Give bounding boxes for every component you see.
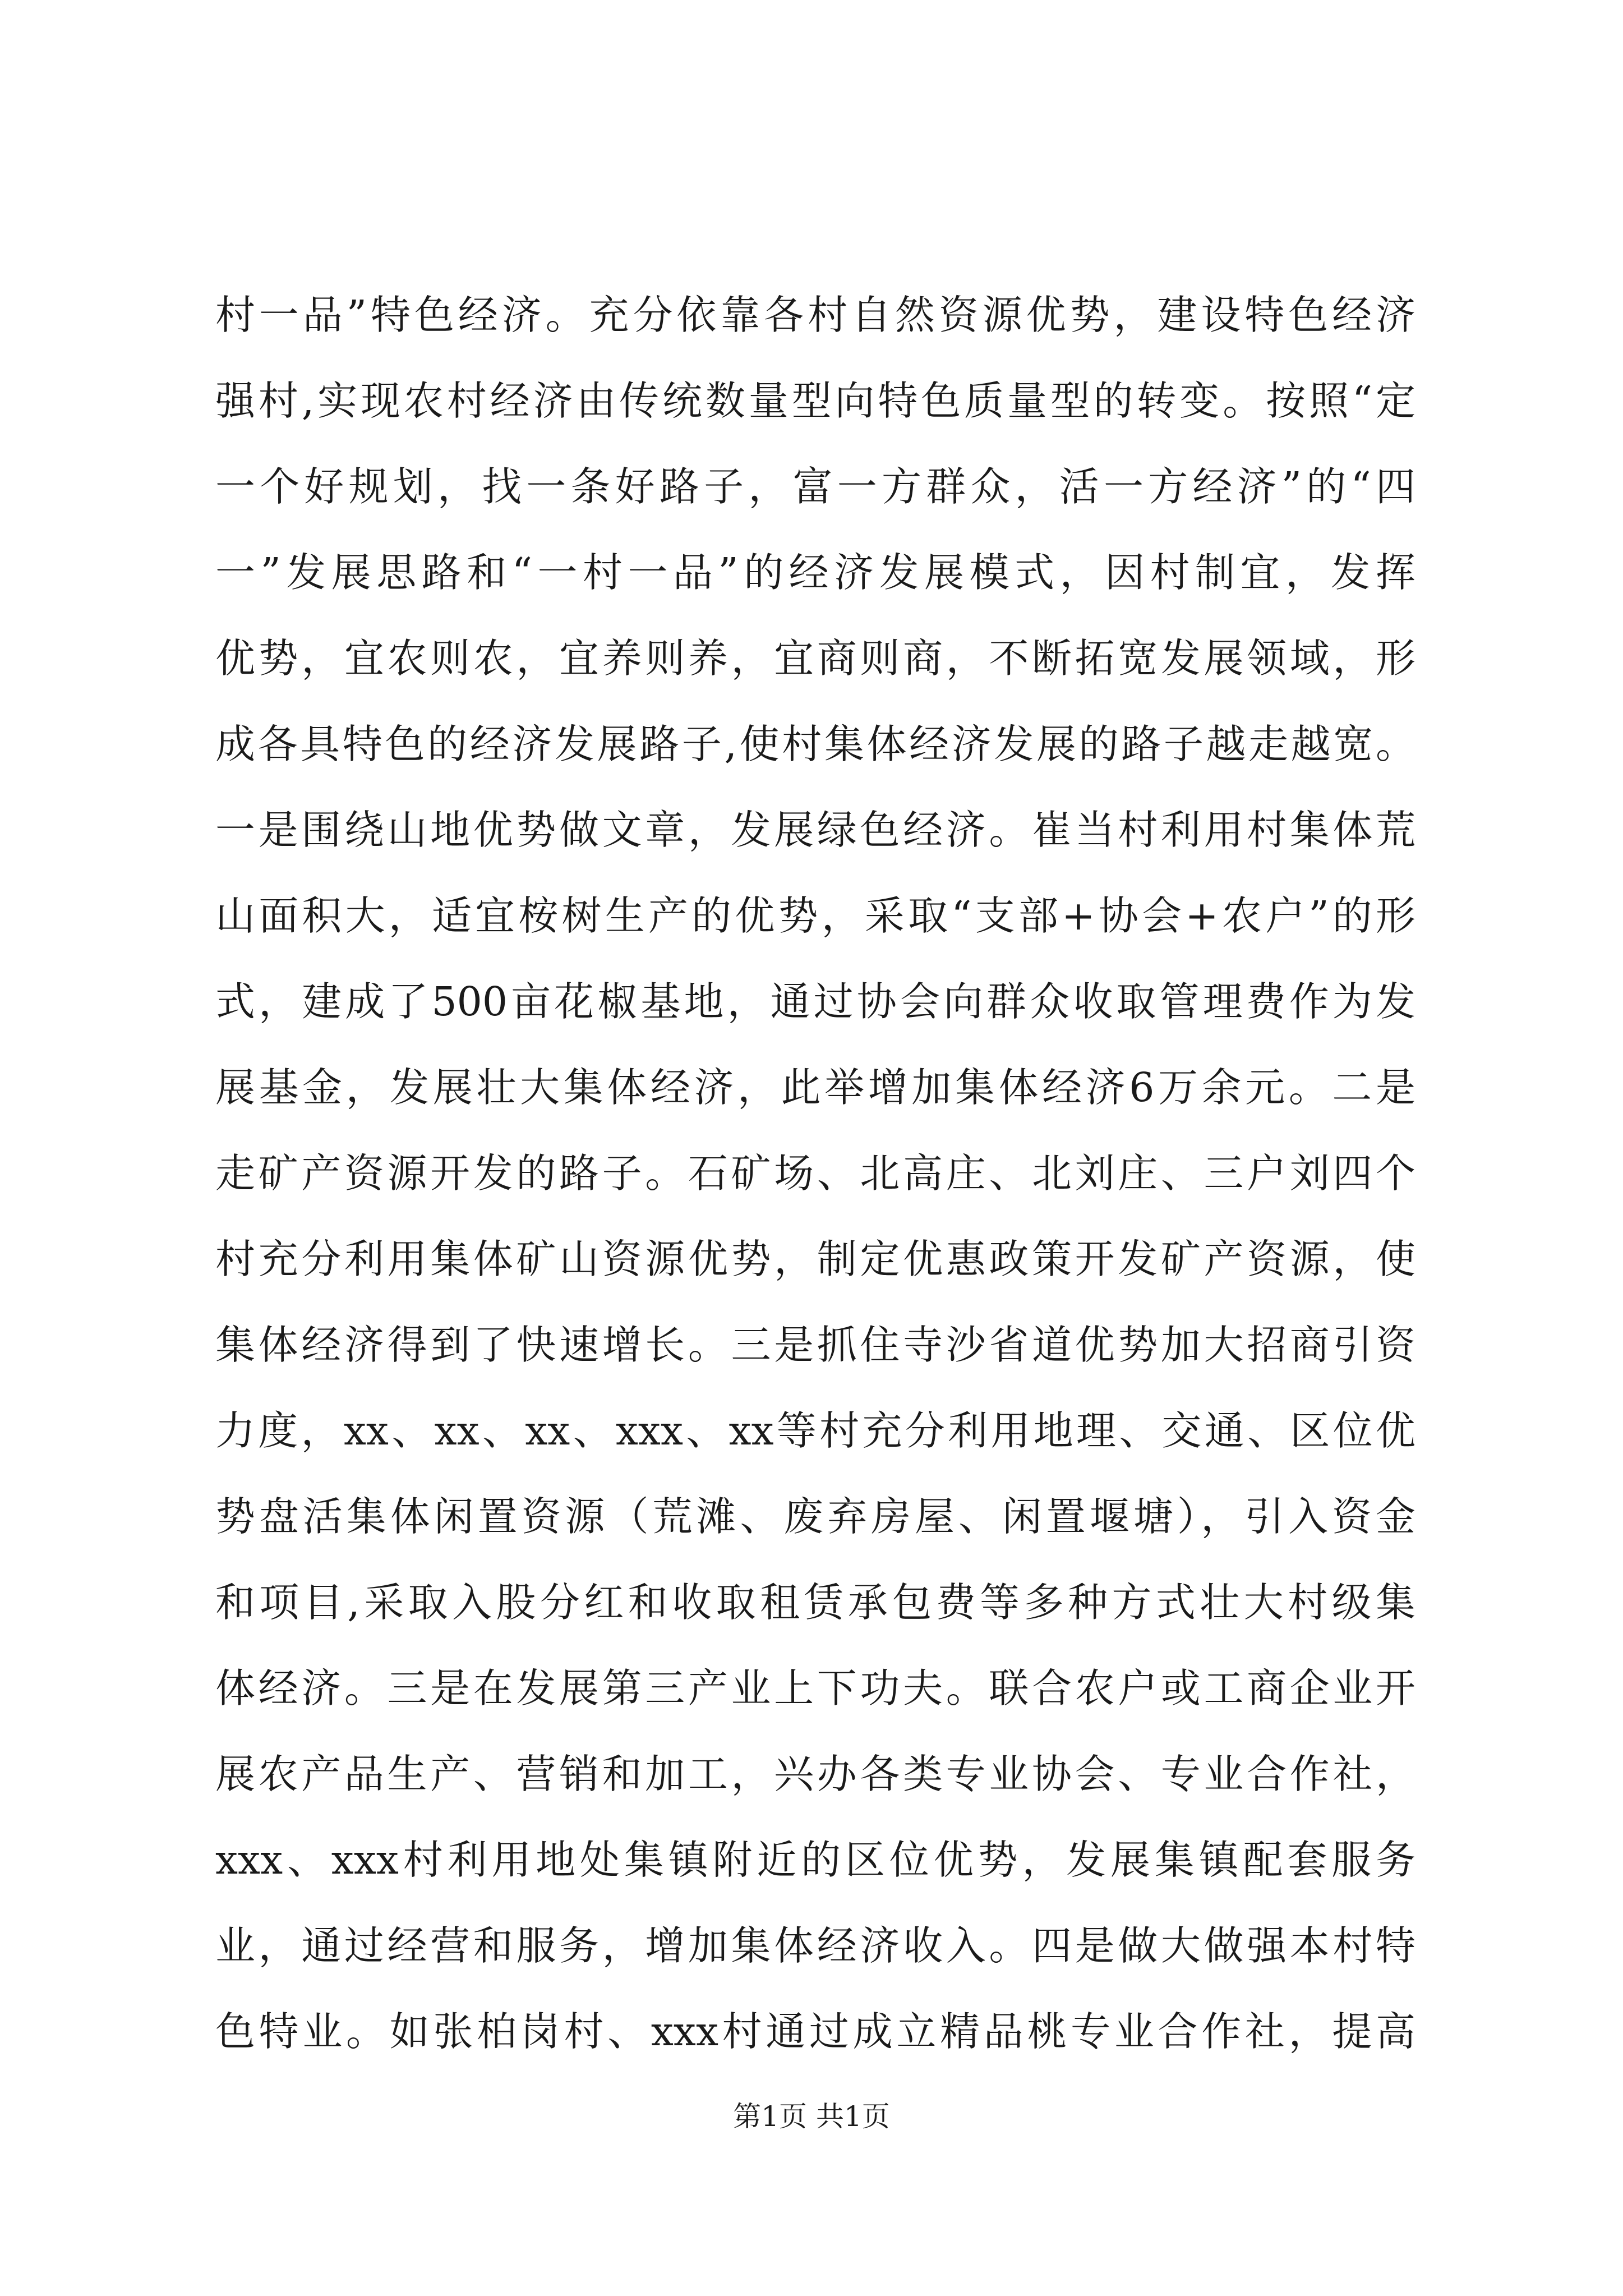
body-paragraph bbox=[215, 272, 1415, 2074]
text-line: 业，通过经营和服务，增加集体经济收入。四是做大做强本村特 bbox=[215, 1922, 1415, 1969]
text-line: 和项目,采取入股分红和收取租赁承包费等多种方式壮大村级集 bbox=[215, 1579, 1415, 1626]
text-line: 色特业。如张柏岗村、xxx村通过成立精品桃专业合作社，提高 bbox=[215, 2008, 1415, 2055]
text-line: xxx、xxx村利用地处集镇附近的区位优势，发展集镇配套服务 bbox=[215, 1837, 1415, 1883]
text-line: 力度，xx、xx、xx、xxx、xx等村充分利用地理、交通、区位优 bbox=[215, 1407, 1415, 1454]
page-footer: 第1页 共1页 bbox=[733, 2100, 890, 2133]
text-line: 集体经济得到了快速增长。三是抓住寺沙省道优势加大招商引资 bbox=[215, 1322, 1415, 1368]
text-line: 优势，宜农则农，宜养则养，宜商则商，不断拓宽发展领域，形 bbox=[215, 635, 1415, 682]
text-line: 强村,实现农村经济由传统数量型向特色质量型的转变。按照“定 bbox=[215, 378, 1415, 424]
text-line: 村充分利用集体矿山资源优势，制定优惠政策开发矿产资源，使 bbox=[215, 1236, 1415, 1282]
text-line: 展农产品生产、营销和加工，兴办各类专业协会、专业合作社， bbox=[215, 1751, 1415, 1797]
text-line: 走矿产资源开发的路子。石矿场、北高庄、北刘庄、三户刘四个 bbox=[215, 1150, 1415, 1197]
text-line: 式，建成了500亩花椒基地，通过协会向群众收取管理费作为发 bbox=[215, 978, 1415, 1025]
text-line: 村一品”特色经济。充分依靠各村自然资源优势，建设特色经济 bbox=[215, 292, 1415, 338]
text-line: 山面积大，适宜桉树生产的优势，采取“支部+协会+农户”的形 bbox=[215, 892, 1415, 939]
text-line: 成各具特色的经济发展路子,使村集体经济发展的路子越走越宽。 bbox=[215, 721, 1415, 767]
text-line: 体经济。三是在发展第三产业上下功夫。联合农户或工商企业开 bbox=[215, 1665, 1415, 1711]
text-line: 一”发展思路和“一村一品”的经济发展模式，因村制宜，发挥 bbox=[215, 549, 1415, 596]
text-line: 展基金，发展壮大集体经济，此举增加集体经济6万余元。二是 bbox=[215, 1064, 1415, 1111]
text-line: 势盘活集体闲置资源（荒滩、废弃房屋、闲置堰塘），引入资金 bbox=[215, 1493, 1415, 1540]
text-line: 一是围绕山地优势做文章，发展绿色经济。崔当村利用村集体荒 bbox=[215, 807, 1415, 853]
text-line: 一个好规划，找一条好路子，富一方群众，活一方经济”的“四 bbox=[215, 463, 1415, 510]
